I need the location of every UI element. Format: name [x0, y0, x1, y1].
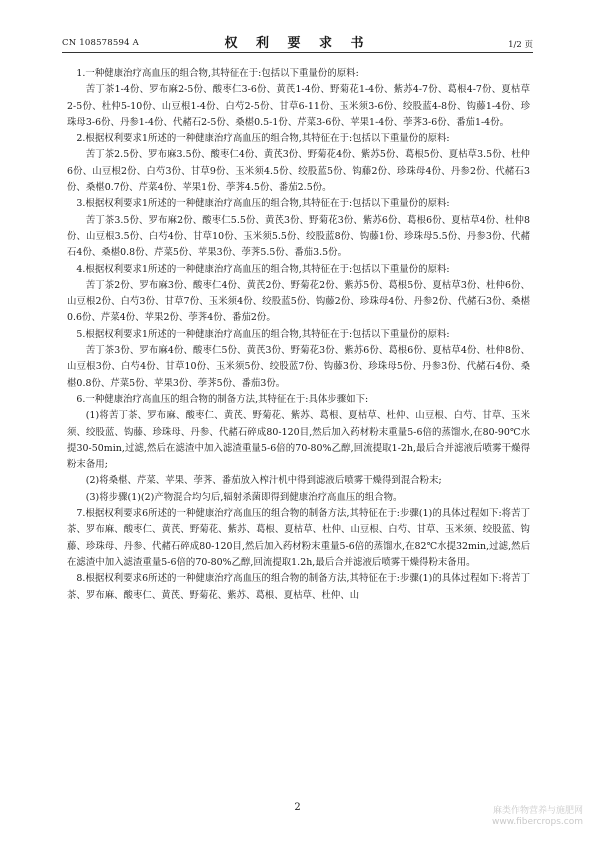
page-header: [62, 30, 533, 53]
claim-2-formula: 苦丁茶2.5份、罗布麻3.5份、酸枣仁4份、黄芪3份、野菊花4份、紫苏5份、葛根5份、夏枯草3.5份、杜仲6份、山豆根2份、白芍3份、甘草9份、玉米须4.5份、绞股蓝5份、钩藤2份、珍珠母4份、丹参2份、代赭石3份、桑椹0.7份、芹菜4份、苹果1份、荸荠4.5份、番茄2.5份。: [67, 149, 530, 194]
watermark-url: www.fibercrops.com: [492, 817, 583, 827]
claim-6-step-1: (1)将苦丁茶、罗布麻、酸枣仁、黄芪、野菊花、紫苏、葛根、夏枯草、杜仲、山豆根、白芍、甘草、玉米须、绞股蓝、钩藤、珍珠母、丹参、代赭石碎成80-120目,然后加入药材粉末重量5-6倍的蒸馏水,在80-90℃水提30-50min,过滤,然后在滤渣中加入滤渣重量5-6倍的70-80%乙醇,回流提取1-2h,最后合并滤液后喷雾干燥得粉末备用;: [67, 410, 530, 471]
page-number: 2: [294, 802, 301, 813]
claim-1-heading: 1.一种健康治疗高血压的组合物,其特征在于:包括以下重量份的原料:: [76, 68, 359, 79]
document-title: 权 利 要 求 书: [224, 36, 371, 51]
claim-6-step-2: (2)将桑椹、芹菜、苹果、荸荠、番茄放入榨汁机中得到滤液后喷雾干燥得到混合粉末;: [85, 475, 442, 487]
claim-5-heading: 5.根据权利要求1所述的一种健康治疗高血压的组合物,其特征在于:包括以下重量份的原料:: [76, 328, 450, 340]
claim-6-heading: 6.一种健康治疗高血压的组合物的制备方法,其特征在于:具体步骤如下:: [76, 393, 369, 405]
claim-5-formula: 苦丁茶3份、罗布麻4份、酸枣仁5份、黄芪3份、野菊花3份、紫苏6份、葛根6份、夏枯草4份、杜仲8份、山豆根3份、白芍4份、甘草10份、玉米须5份、绞股蓝7份、钩藤3份、珍珠母5份、丹参3份、代赭石4份、桑椹0.8份、芹菜5份、苹果3份、荸荠5份、番茄3份。: [67, 345, 530, 389]
claim-1-formula: 苦丁茶1-4份、罗布麻2-5份、酸枣仁3-6份、黄芪1-4份、野菊花1-4份、紫苏4-7份、葛根4-7份、夏枯草2-5份、杜仲5-10份、山豆根1-4份、白芍2-5份、甘草6-11份、玉米须3-6份、绞股蓝4-8份、钩藤1-4份、珍珠母3-6份、丹参1-4份、代赭石2-5份、桑椹0.5-1份、芹菜3-6份、苹果1-4份、荸荠3-6份、番茄1-4份。: [67, 84, 530, 128]
claim-6-step-3: (3)将步骤(1)(2)产物混合均匀后,辐射杀菌即得到健康治疗高血压的组合物。: [85, 491, 403, 503]
claim-2-heading: 2.根据权利要求1所述的一种健康治疗高血压的组合物,其特征在于:包括以下重量份的原料:: [76, 133, 450, 145]
page-count: 1/2 页: [508, 40, 533, 50]
claim-3-heading: 3.根据权利要求1所述的一种健康治疗高血压的组合物,其特征在于:包括以下重量份的原料:: [76, 198, 450, 210]
claim-3-formula: 苦丁茶3.5份、罗布麻2份、酸枣仁5.5份、黄芪3份、野菊花3份、紫苏6份、葛根6份、夏枯草4份、杜仲8份、山豆根3.5份、白芍4份、甘草10份、玉米须5.5份、绞股蓝8份、钩藤1份、珍珠母5.5份、丹参3份、代赭石4份、桑椹0.8份、芹菜5份、苹果3份、荸荠5.5份、番茄3.5份。: [67, 214, 530, 259]
claim-4-formula: 苦丁茶2份、罗布麻3份、酸枣仁4份、黄芪2份、野菊花2份、紫苏5份、葛根5份、夏枯草3份、杜仲6份、山豆根2份、白芍3份、甘草7份、玉米须4份、绞股蓝5份、钩藤2份、珍珠母4份、丹参2份、代赭石3份、桑椹0.6份、芹菜4份、苹果2份、荸荠4份、番茄2份。: [67, 279, 530, 324]
claim-7: 7.根据权利要求6所述的一种健康治疗高血压的组合物的制备方法,其特征在于:步骤(1)的具体过程如下:将苦丁茶、罗布麻、酸枣仁、黄芪、野菊花、紫苏、葛根、夏枯草、杜仲、山豆根、白芍、甘草、玉米须、绞股蓝、钩藤、珍珠母、丹参、代赭石碎成80-120目,然后加入药材粉末重量5-6倍的蒸馏水,在82℃水提32min,过滤,然后在滤渣中加入滤渣重量5-6倍的70-80%乙醇,回流提取1.2h,最后合并滤液后喷雾干燥得粉末备用。: [67, 508, 530, 568]
watermark-site-name: 麻类作物营养与施肥网: [492, 806, 583, 816]
claims-body: [67, 66, 530, 604]
site-watermark: [492, 806, 583, 828]
claim-4-heading: 4.根据权利要求1所述的一种健康治疗高血压的组合物,其特征在于:包括以下重量份的原料:: [76, 263, 450, 275]
document-id: CN 108578594 A: [62, 38, 139, 48]
claim-8: 8.根据权利要求6所述的一种健康治疗高血压的组合物的制备方法,其特征在于:步骤(1)的具体过程如下:将苦丁茶、罗布麻、酸枣仁、黄芪、野菊花、紫苏、葛根、夏枯草、杜仲、山: [67, 573, 530, 601]
